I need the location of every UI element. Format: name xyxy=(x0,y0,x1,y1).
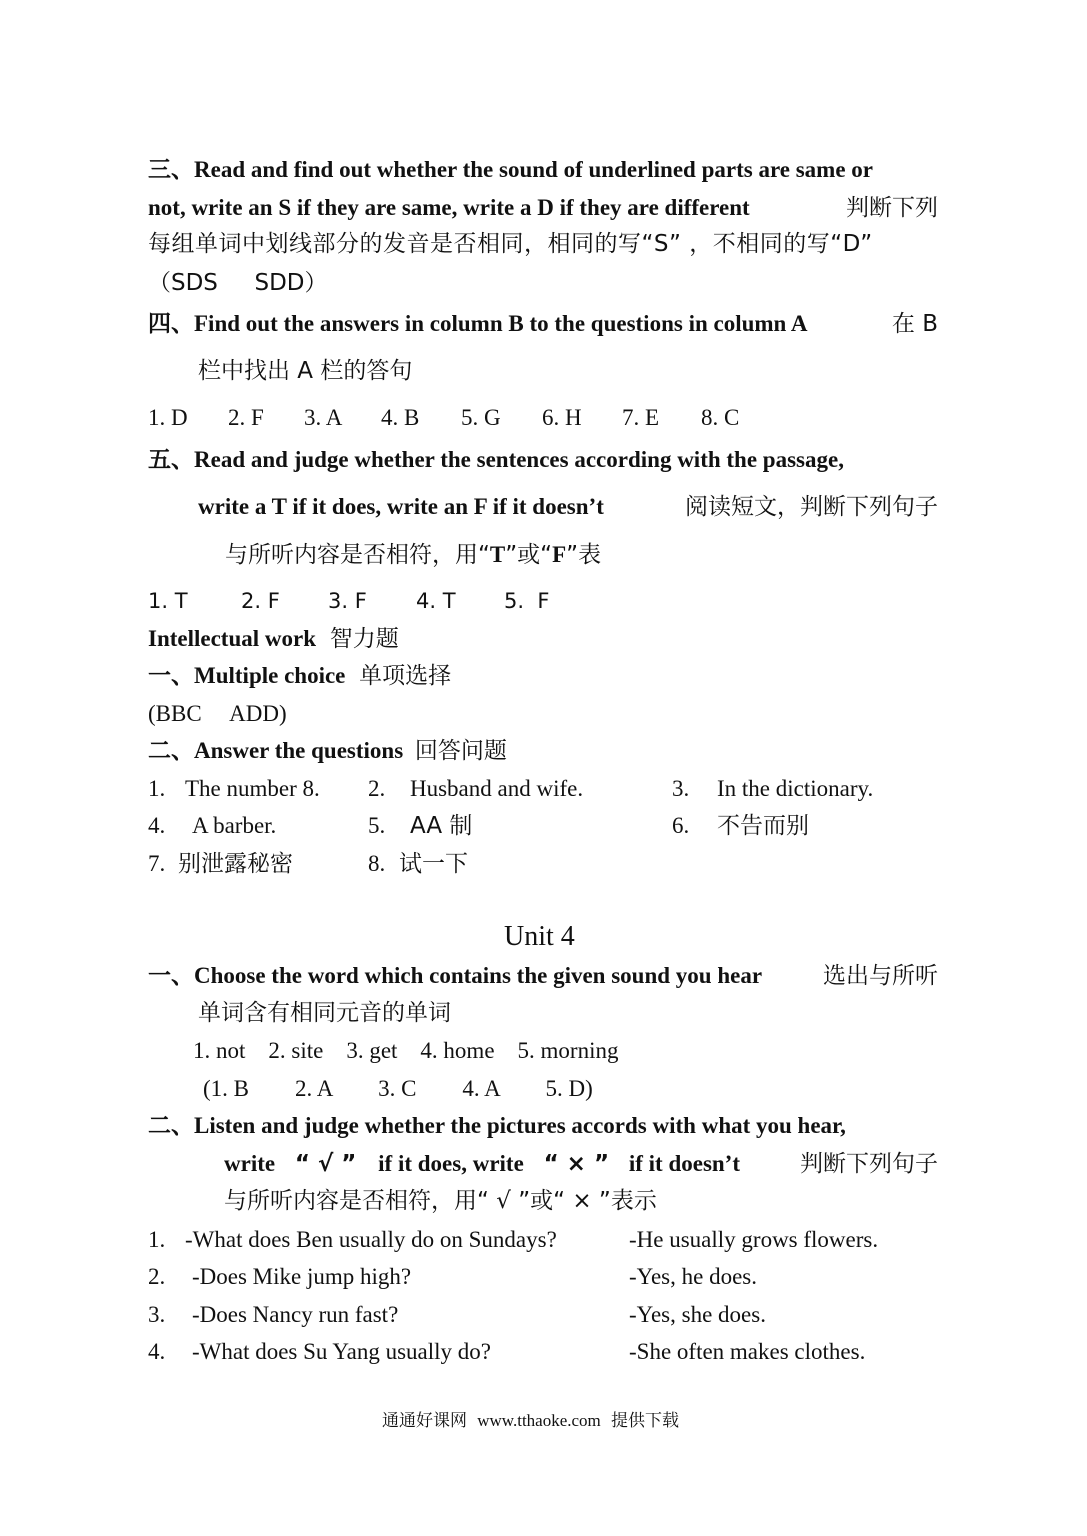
intellectual-part2-number: 二、 xyxy=(148,738,194,764)
section5-heading-line1 xyxy=(148,445,844,475)
intellectual-part1-number: 一、 xyxy=(148,663,194,689)
cross-mark-icon: “ × ” xyxy=(543,1151,610,1177)
section4-answer: 6. H xyxy=(542,405,582,430)
unit4-part2-title-2c: if it doesn’t xyxy=(628,1151,741,1176)
section5-answer: 4. T xyxy=(416,589,456,613)
answer-text: 试一下 xyxy=(399,851,468,877)
section4-title: Find out the answers in column B to the questions in column A xyxy=(194,311,808,336)
intellectual-answer-row xyxy=(148,849,948,879)
answer-text: A barber. xyxy=(192,813,277,838)
unit4-part2-title-1: Listen and judge whether the pictures accords with what you hear, xyxy=(194,1113,846,1138)
dialogue-number: 1. xyxy=(148,1227,166,1252)
dialogue-answer: -Yes, he does. xyxy=(629,1264,757,1289)
dialogue-question: -What does Ben usually do on Sundays? xyxy=(185,1227,557,1252)
intellectual-part1-title-cn: 单项选择 xyxy=(359,663,452,689)
section5-answer: 2. F xyxy=(241,589,280,613)
dialogue-row xyxy=(148,1262,948,1292)
unit4-word-answers: (1. B 2. A 3. C 4. A 5. D) xyxy=(203,1076,593,1101)
unit4-part1-title: Choose the word which contains the given sound you hear xyxy=(194,963,763,988)
section4-answer: 1. D xyxy=(148,405,188,430)
section5-answer: 3. F xyxy=(328,589,367,613)
answer-text: 不告而别 xyxy=(717,813,809,839)
section3-heading-line2 xyxy=(148,193,938,223)
section3-answers-text: （SDS SDD） xyxy=(148,270,328,296)
intellectual-part1-answers: (BBC ADD) xyxy=(148,701,287,726)
section4-instruction-cn: 栏中找出 A 栏的答句 xyxy=(198,358,413,384)
dialogue-number: 3. xyxy=(148,1302,166,1327)
intellectual-part1-title: Multiple choice xyxy=(194,663,346,688)
answer-number: 1. xyxy=(148,776,166,801)
unit4-part2-instruction-cn: 与所听内容是否相符，用“ √ ”或“ × ”表示 xyxy=(224,1188,657,1214)
section5-heading-line2 xyxy=(198,492,938,522)
section3-number: 三、 xyxy=(148,157,194,183)
footer-url: www.tthaoke.com xyxy=(477,1411,601,1430)
section4-number: 四、 xyxy=(148,311,194,337)
section4-answer: 7. E xyxy=(622,405,660,430)
section5-instruction-part: ”表 xyxy=(566,542,602,568)
unit4-part1-number: 一、 xyxy=(148,963,194,989)
unit4-word-list: 1. not 2. site 3. get 4. home 5. morning xyxy=(193,1038,619,1063)
section4-answer: 5. G xyxy=(461,405,501,430)
answer-number: 4. xyxy=(148,813,166,838)
section3-title-1: Read and find out whether the sound of underlined parts are same or xyxy=(194,157,873,182)
dialogue-number: 4. xyxy=(148,1339,166,1364)
dialogue-question: -What does Su Yang usually do? xyxy=(192,1339,491,1364)
answer-number: 3. xyxy=(672,776,690,801)
dialogue-question: -Does Nancy run fast? xyxy=(192,1302,399,1327)
unit4-part1-heading xyxy=(148,961,938,991)
unit4-part2-title-cn: 判断下列句子 xyxy=(800,1151,938,1177)
unit4-part2-number: 二、 xyxy=(148,1113,194,1139)
unit4-part2-title-2b: if it does, write xyxy=(378,1151,524,1176)
dialogue-row xyxy=(148,1300,948,1330)
intellectual-part2-title-cn: 回答问题 xyxy=(414,738,507,764)
check-mark-icon: “ √ ” xyxy=(294,1151,357,1177)
intellectual-answer-row xyxy=(148,774,948,804)
section3-instruction-cn: 每组单词中划线部分的发音是否相同，相同的写“S” ，不相同的写“D” xyxy=(148,231,873,257)
unit4-part1-title-cn: 选出与所听 xyxy=(823,963,938,989)
dialogue-answer: -Yes, she does. xyxy=(629,1302,766,1327)
section5-instruction-cn xyxy=(225,540,601,570)
section5-number: 五、 xyxy=(148,447,194,473)
dialogue-question: -Does Mike jump high? xyxy=(192,1264,412,1289)
unit4-part2-heading-line1 xyxy=(148,1111,938,1141)
section5-f-mark: F xyxy=(552,542,567,567)
unit4-part2-heading-line2 xyxy=(224,1149,938,1179)
unit-title: Unit 4 xyxy=(504,921,575,952)
section3-title-2: not, write an S if they are same, write a D if they are different xyxy=(148,195,750,220)
section4-answer: 2. F xyxy=(228,405,264,430)
dialogue-answer: -She often makes clothes. xyxy=(629,1339,866,1364)
answer-text: AA 制 xyxy=(410,813,473,839)
answer-number: 8. xyxy=(368,851,386,876)
footer-note: 提供下载 xyxy=(611,1411,680,1431)
dialogue-row xyxy=(148,1337,948,1367)
section5-title-1: Read and judge whether the sentences according with the passage, xyxy=(194,447,844,472)
answer-number: 6. xyxy=(672,813,690,838)
answer-number: 7. xyxy=(148,851,166,876)
dialogue-number: 2. xyxy=(148,1264,166,1289)
section4-answer: 8. C xyxy=(701,405,740,430)
dialogue-row xyxy=(148,1225,948,1255)
intellectual-answer-row xyxy=(148,811,948,841)
section5-title-2: write a T if it does, write an F if it doesn’t xyxy=(198,494,604,519)
section4-answer: 3. A xyxy=(304,405,343,430)
section4-answer: 4. B xyxy=(381,405,420,430)
intellectual-title-cn: 智力题 xyxy=(329,626,399,652)
answer-text: In the dictionary. xyxy=(717,776,874,801)
intellectual-part2-title: Answer the questions xyxy=(194,738,404,763)
section4-heading-line1 xyxy=(148,309,938,339)
intellectual-part1-heading xyxy=(148,661,451,691)
section5-t-mark: T xyxy=(489,542,506,567)
answer-text: The number 8. xyxy=(185,776,320,801)
unit4-part2-title-2a: write xyxy=(224,1151,276,1176)
footer-site-name: 通通好课网 xyxy=(382,1411,467,1431)
answer-number: 2. xyxy=(368,776,386,801)
section3-title-cn: 判断下列 xyxy=(846,195,938,221)
page-footer xyxy=(382,1410,679,1432)
section5-instruction-part: 与所听内容是否相符，用“ xyxy=(225,542,490,568)
section4-title-cn: 在 B xyxy=(891,311,938,337)
dialogue-answer: -He usually grows flowers. xyxy=(629,1227,879,1252)
answer-text: 别泄露秘密 xyxy=(178,851,293,877)
section3-answers xyxy=(148,268,328,298)
intellectual-title: Intellectual work xyxy=(148,626,317,651)
section5-instruction-part: ”或“ xyxy=(505,542,553,568)
intellectual-heading xyxy=(148,624,399,654)
intellectual-part2-heading xyxy=(148,736,507,766)
answer-text: Husband and wife. xyxy=(410,776,584,801)
answer-number: 5. xyxy=(368,813,386,838)
section5-answer: 1. T xyxy=(148,589,188,613)
section3-heading-line1 xyxy=(148,155,873,185)
section5-answer: 5. F xyxy=(504,589,550,613)
section5-title-cn: 阅读短文，判断下列句子 xyxy=(685,494,938,520)
unit4-part1-instruction-cn: 单词含有相同元音的单词 xyxy=(198,1000,451,1026)
